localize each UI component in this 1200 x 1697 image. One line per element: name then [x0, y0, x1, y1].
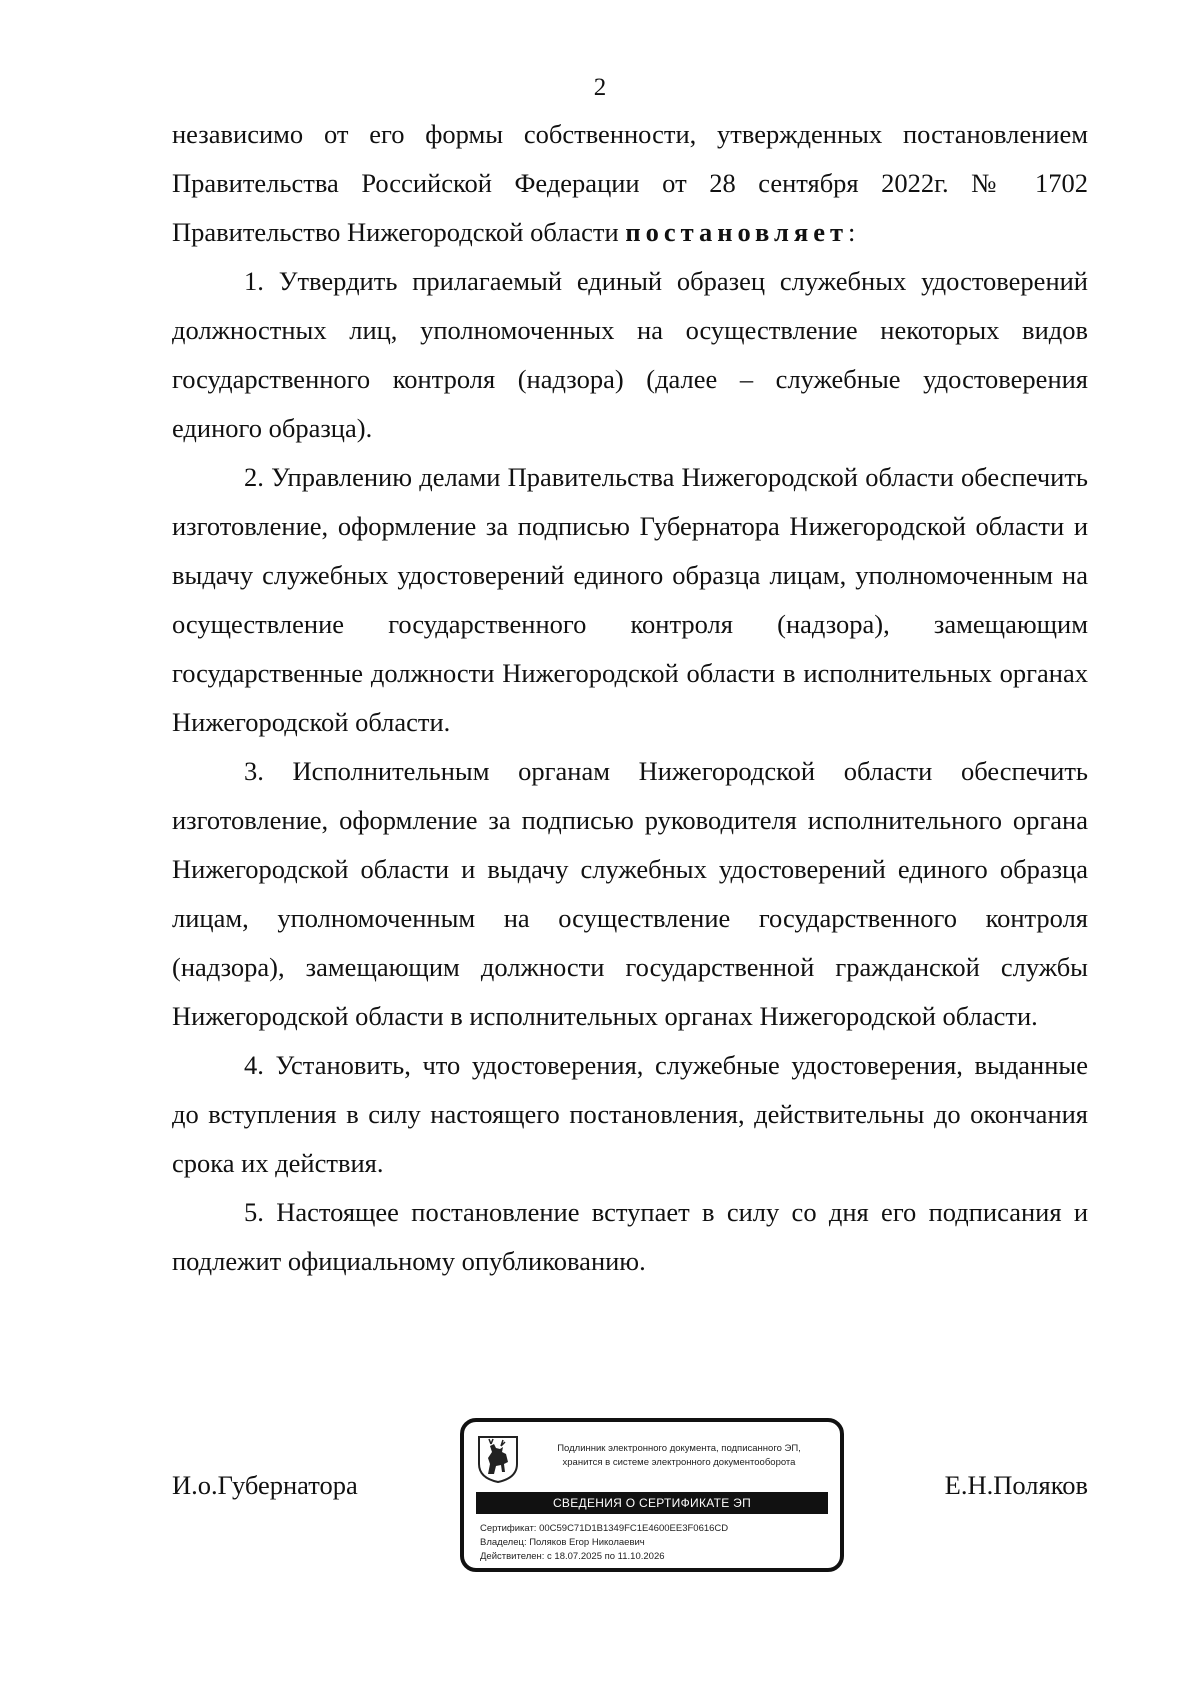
certificate-owner: Владелец: Поляков Егор Николаевич	[480, 1537, 645, 1548]
stamp-header	[528, 1442, 830, 1470]
coat-of-arms-icon	[476, 1434, 520, 1484]
intro-paragraph	[172, 110, 1088, 257]
electronic-signature-stamp	[460, 1418, 844, 1572]
stamp-title-bar: СВЕДЕНИЯ О СЕРТИФИКАТЕ ЭП	[476, 1492, 828, 1514]
paragraph-3: 3. Исполнительным органам Нижегородской области обеспечить изготовление, оформление за подписью руководителя исполнительного органа Нижегородской области и выдачу служебных удостоверений единого образца лицам, уполномоченным на осуществление государственного контроля (надзора), замещающим должности государственной гражданской службы Нижегородской области в исполнительных органах Нижегородской области.	[172, 756, 1088, 1031]
stamp-header-line-1: Подлинник электронного документа, подписанного ЭП,	[557, 1443, 801, 1454]
resolves-word: постановляет	[625, 217, 849, 247]
certificate-number: Сертификат: 00C59C71D1B1349FC1E4600EE3F0616CD	[480, 1523, 729, 1534]
signatory-position: И.о.Губернатора	[172, 1470, 358, 1500]
page-number: 2	[593, 74, 607, 101]
signature-block	[172, 1418, 1088, 1562]
paragraph-2: 2. Управлению делами Правительства Нижегородской области обеспечить изготовление, оформление за подписью Губернатора Нижегородской области и выдачу служебных удостоверений единого образца лицам, уполномоченным на осуществление государственного контроля (надзора), замещающим государственные должности Нижегородской области в исполнительных органах Нижегородской области.	[172, 462, 1088, 737]
certificate-validity: Действителен: с 18.07.2025 по 11.10.2026	[480, 1551, 665, 1562]
paragraph-1: 1. Утвердить прилагаемый единый образец служебных удостоверений должностных лиц, уполномоченных на осуществление некоторых видов государственного контроля (надзора) (далее – служебные удостоверения единого образца).	[172, 266, 1088, 443]
stamp-details	[480, 1522, 830, 1564]
stamp-header-line-2: хранится в системе электронного документооборота	[562, 1457, 796, 1468]
intro-government: Правительство Нижегородской области	[172, 217, 626, 247]
paragraph-5: 5. Настоящее постановление вступает в силу со дня его подписания и подлежит официальному опубликованию.	[172, 1197, 1088, 1276]
intro-text: независимо от его формы собственности, утвержденных постановлением Правительства Российской Федерации от 28 сентября 2022г. № 1702	[172, 119, 1088, 198]
signatory-name: Е.Н.Поляков	[944, 1470, 1088, 1500]
paragraph-4: 4. Установить, что удостоверения, служебные удостоверения, выданные до вступления в силу настоящего постановления, действительны до окончания срока их действия.	[172, 1050, 1088, 1178]
document-body	[172, 110, 1088, 1286]
intro-colon: :	[848, 217, 856, 247]
